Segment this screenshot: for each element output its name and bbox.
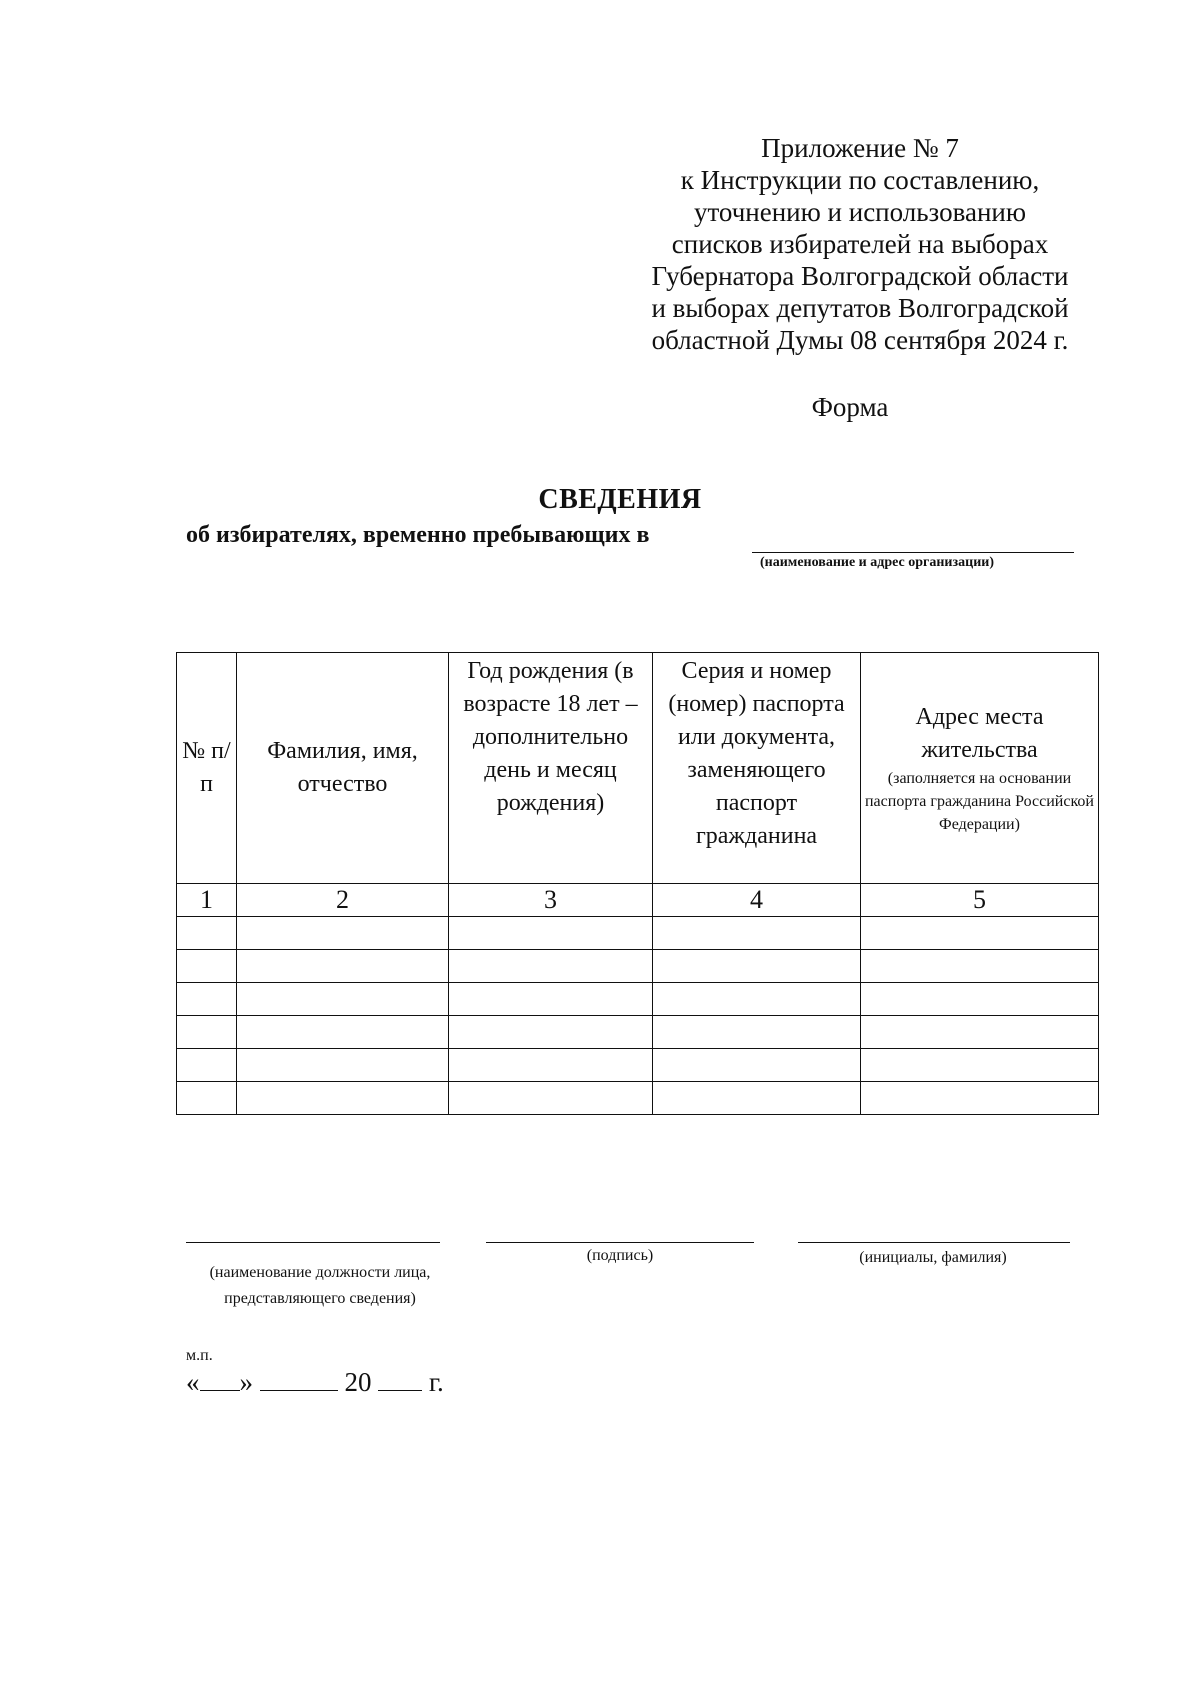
table-cell[interactable]: [653, 1082, 861, 1115]
position-hint: (наименование должности лица, представляющего сведения): [209, 1264, 431, 1307]
appendix-line: и выборах депутатов Волгоградской: [651, 293, 1069, 323]
table-cell[interactable]: [237, 983, 449, 1016]
table-cell[interactable]: [237, 1082, 449, 1115]
column-number: 2: [237, 884, 449, 917]
table-cell[interactable]: [177, 983, 237, 1016]
date-close-quote: »: [239, 1367, 253, 1397]
table-cell[interactable]: [449, 983, 653, 1016]
column-number: 1: [177, 884, 237, 917]
column-number: 5: [861, 884, 1099, 917]
header-full-name: Фамилия, имя, отчество: [237, 653, 449, 884]
table-cell[interactable]: [177, 1049, 237, 1082]
table-cell[interactable]: [449, 917, 653, 950]
header-address-note: (заполняется на основании паспорта гражданина Российской Федерации): [864, 769, 1094, 833]
appendix-line: уточнению и использованию: [693, 197, 1027, 227]
table-cell[interactable]: [653, 950, 861, 983]
table-cell[interactable]: [653, 917, 861, 950]
table-cell[interactable]: [861, 1016, 1099, 1049]
table-cell[interactable]: [449, 950, 653, 983]
table-cell[interactable]: [237, 917, 449, 950]
column-number-row: [177, 884, 1099, 917]
table-row: [177, 917, 1099, 950]
appendix-line: списков избирателей на выборах: [671, 229, 1049, 259]
table-row: [177, 1016, 1099, 1049]
table-row: [177, 1082, 1099, 1115]
appendix-line: Приложение № 7: [761, 133, 959, 163]
blank-rows: [177, 917, 1099, 1115]
table-cell[interactable]: [237, 1016, 449, 1049]
document-subtitle: об избирателях, временно пребывающих в: [186, 522, 650, 548]
table-cell[interactable]: [861, 1082, 1099, 1115]
month-fill[interactable]: [260, 1368, 338, 1391]
table-cell[interactable]: [861, 983, 1099, 1016]
header-passport: Серия и номер (номер) паспорта или документа, заменяющего паспорт гражданина: [653, 653, 861, 884]
day-fill[interactable]: [200, 1368, 240, 1391]
table-cell[interactable]: [861, 950, 1099, 983]
table-cell[interactable]: [177, 917, 237, 950]
position-fill-line[interactable]: [186, 1242, 440, 1243]
table-header-row: [177, 653, 1099, 884]
table-row: [177, 950, 1099, 983]
table-cell[interactable]: [449, 1049, 653, 1082]
appendix-line: к Инструкции по составлению,: [680, 165, 1040, 195]
date-row: [186, 1367, 444, 1398]
column-number: 3: [449, 884, 653, 917]
table-cell[interactable]: [861, 1049, 1099, 1082]
table-cell[interactable]: [237, 950, 449, 983]
organization-hint: (наименование и адрес организации): [760, 555, 994, 570]
table-cell[interactable]: [653, 983, 861, 1016]
header-address: [861, 653, 1099, 884]
table-row: [177, 983, 1099, 1016]
table-cell[interactable]: [449, 1082, 653, 1115]
stamp-label: м.п.: [186, 1347, 213, 1364]
table-cell[interactable]: [177, 1082, 237, 1115]
appendix-line: областной Думы 08 сентября 2024 г.: [651, 325, 1069, 355]
appendix-header: [600, 132, 1120, 356]
year-prefix: 20: [344, 1367, 372, 1397]
signature-hint: (подпись): [586, 1247, 654, 1264]
name-hint: (инициалы, фамилия): [859, 1249, 1007, 1266]
year-suffix: г.: [429, 1367, 444, 1397]
table-cell[interactable]: [653, 1016, 861, 1049]
column-number: 4: [653, 884, 861, 917]
table-cell[interactable]: [237, 1049, 449, 1082]
header-number: № п/п: [177, 653, 237, 884]
document-title: СВЕДЕНИЯ: [538, 484, 702, 515]
voters-table: [176, 652, 1099, 1115]
year-fill[interactable]: [378, 1368, 422, 1391]
table-row: [177, 1049, 1099, 1082]
table-cell[interactable]: [861, 917, 1099, 950]
table-cell[interactable]: [449, 1016, 653, 1049]
table-cell[interactable]: [177, 1016, 237, 1049]
header-address-label: Адрес места жительства: [915, 703, 1044, 763]
name-fill-line[interactable]: [798, 1242, 1070, 1243]
form-label: Форма: [811, 392, 889, 422]
appendix-line: Губернатора Волгоградской области: [651, 261, 1069, 291]
date-open-quote: «: [186, 1367, 200, 1397]
table-cell[interactable]: [653, 1049, 861, 1082]
organization-fill-line[interactable]: [752, 552, 1074, 553]
header-birth-year: Год рождения (в возрасте 18 лет – дополнительно день и месяц рождения): [449, 653, 653, 884]
table-cell[interactable]: [177, 950, 237, 983]
